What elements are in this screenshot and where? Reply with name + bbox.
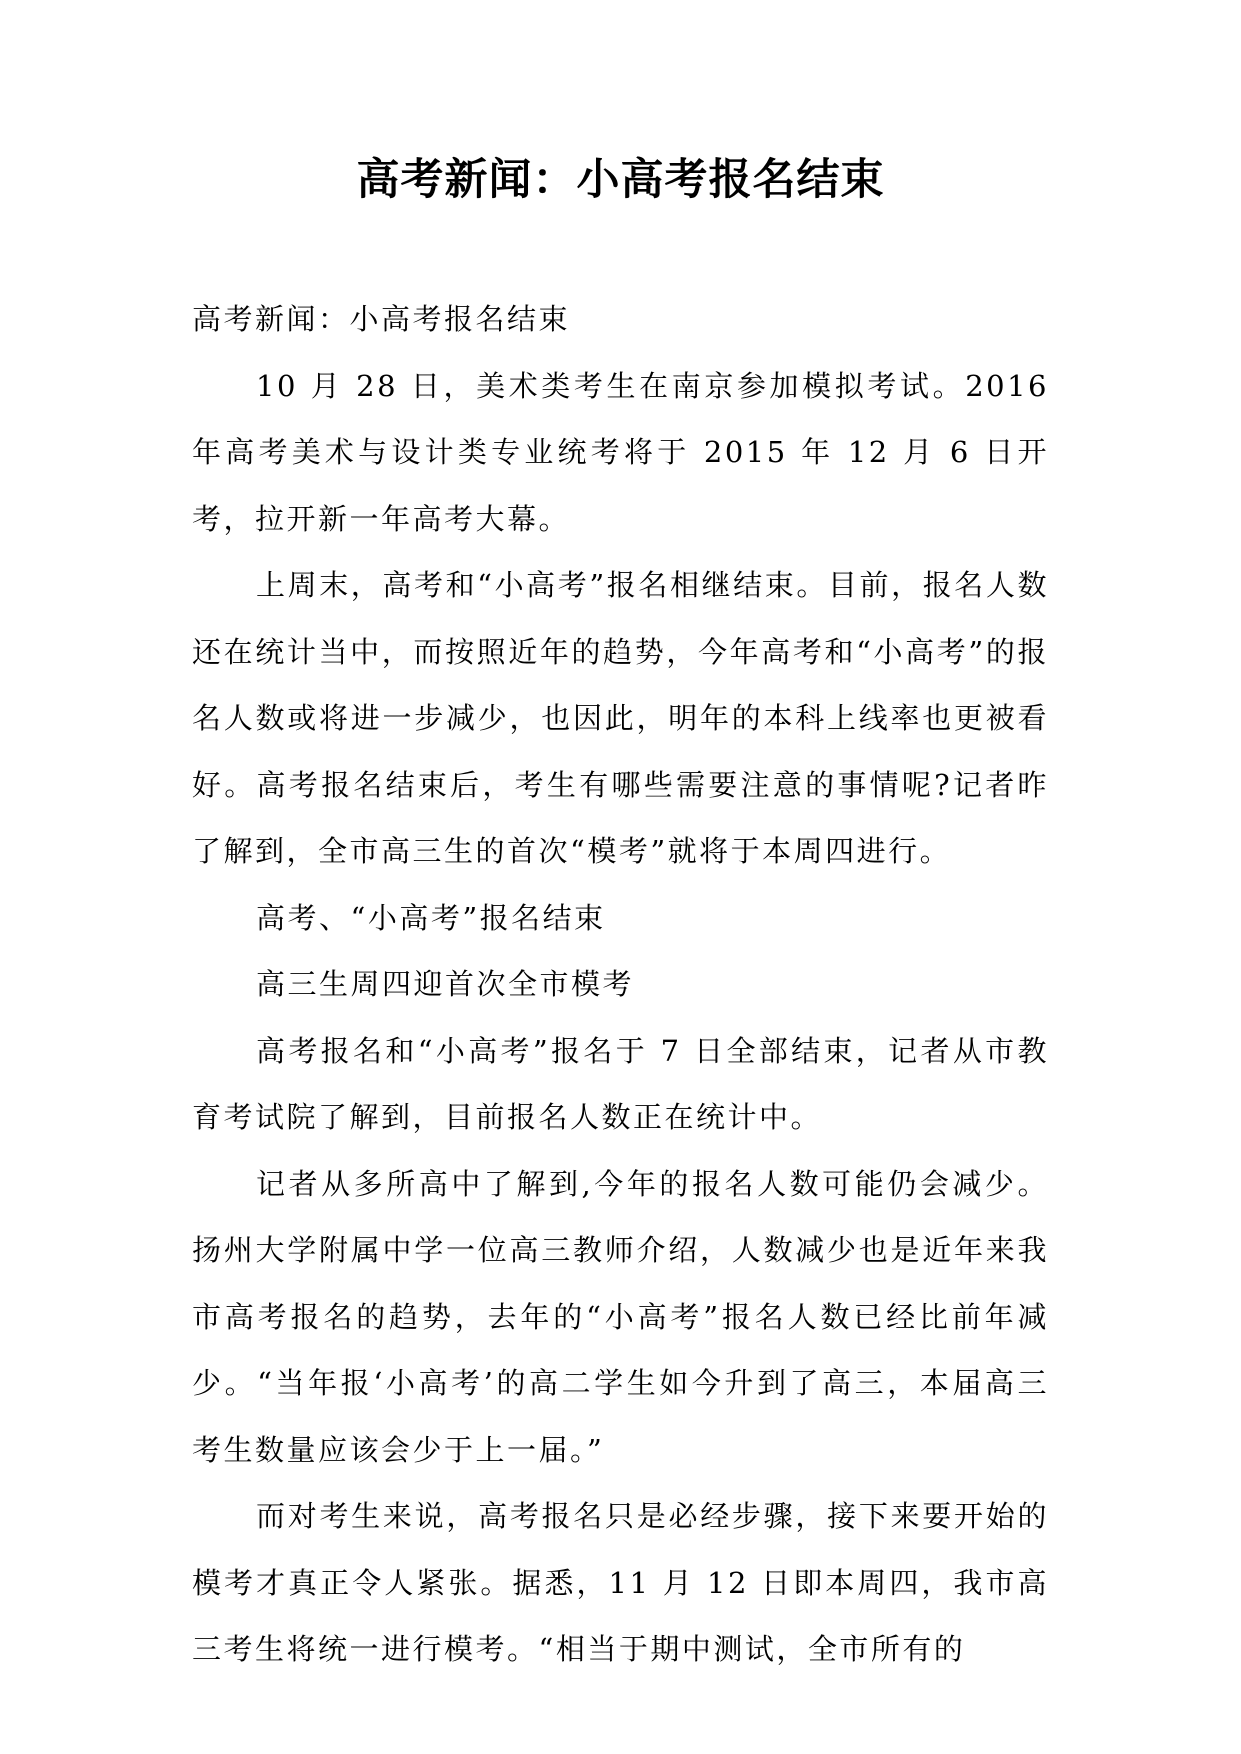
paragraph: 而对考生来说，高考报名只是必经步骤，接下来要开始的模考才真正令人紧张。据悉，11 月 12 日即本周四，我市高三考生将统一进行模考。“相当于期中测试，全市所有的 bbox=[192, 1499, 1049, 1666]
paragraph: 记者从多所高中了解到,今年的报名人数可能仍会减少。扬州大学附属中学一位高三教师介绍，人数减少也是近年来我市高考报名的趋势，去年的“小高考”报名人数已经比前年减少。“当年报‘小高考’的高二学生如今升到了高三，本届高三考生数量应该会少于上一届。” bbox=[192, 1166, 1049, 1467]
document-body bbox=[192, 286, 1049, 1683]
subheading: 高三生周四迎首次全市模考 bbox=[256, 967, 635, 1001]
paragraph-heading-repeat: 高考新闻：小高考报名结束 bbox=[192, 302, 571, 336]
subheading: 高考、“小高考”报名结束 bbox=[256, 900, 606, 935]
document-title: 高考新闻：小高考报名结束 bbox=[356, 155, 885, 205]
paragraph: 上周末，高考和“小高考”报名相继结束。目前，报名人数还在统计当中，而按照近年的趋势，今年高考和“小高考”的报名人数或将进一步减少，也因此，明年的本科上线率也更被看好。高考报名结束后，考生有哪些需要注意的事情呢?记者昨了解到，全市高三生的首次“模考”就将于本周四进行。 bbox=[192, 568, 1049, 868]
paragraph: 高考报名和“小高考”报名于 7 日全部结束，记者从市教育考试院了解到，目前报名人数正在统计中。 bbox=[192, 1033, 1049, 1134]
paragraph: 10 月 28 日，美术类考生在南京参加模拟考试。2016 年高考美术与设计类专业统考将于 2015 年 12 月 6 日开考，拉开新一年高考大幕。 bbox=[192, 368, 1049, 536]
